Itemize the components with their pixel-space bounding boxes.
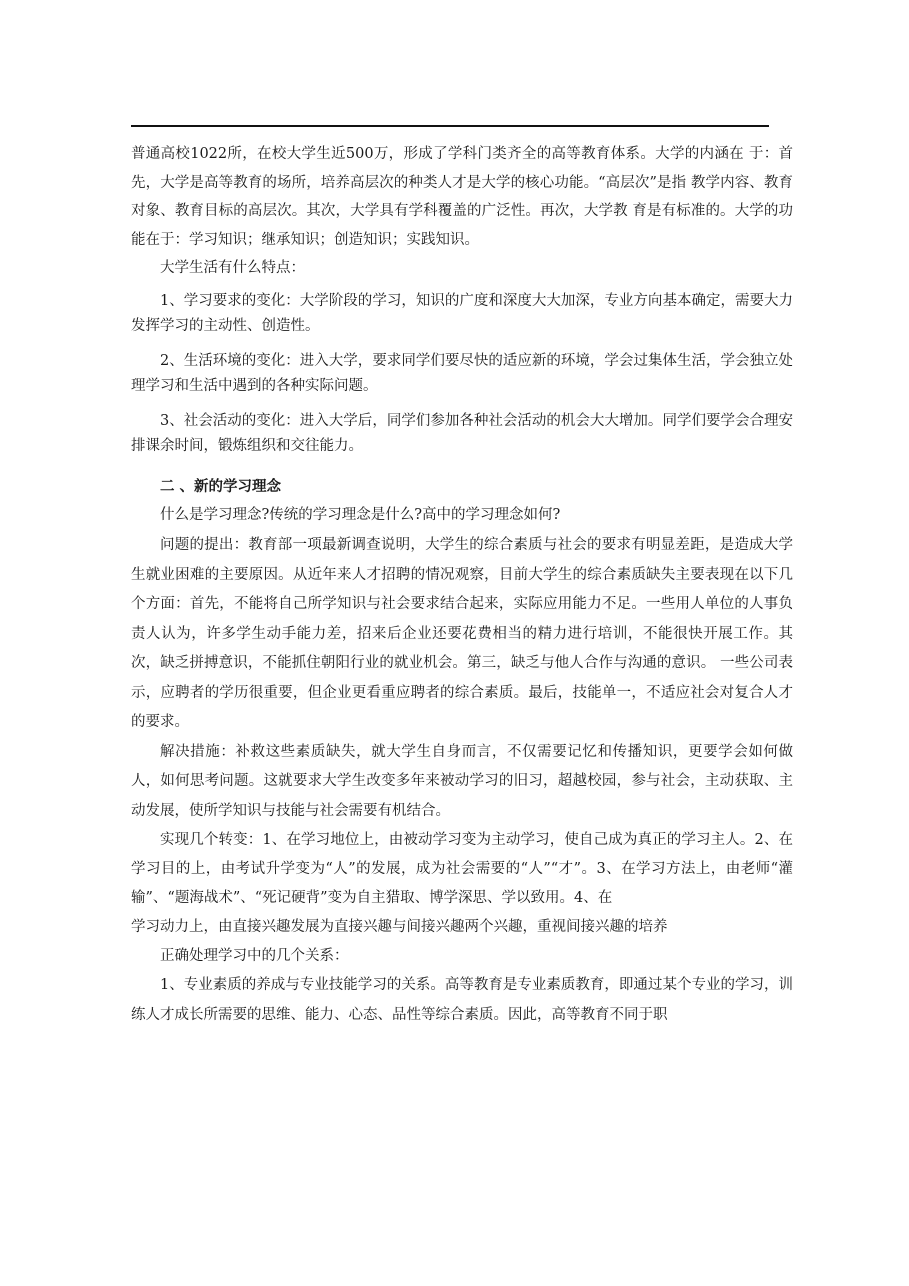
life-item-3: 3、社会活动的变化：进入大学后，同学们参加各种社会活动的机会大大增加。同学们要学会合理安排课余时间，锻炼组织和交往能力。 — [131, 412, 793, 454]
transform-paragraph: 实现几个转变：1、在学习地位上，由被动学习变为主动学习，使自己成为真正的学习主人。2、在学习目的上，由考试升学变为“人”的发展，成为社会需要的“人”“才”。3、在学习方法上，由老师“灌输”、“题海战术”、“死记硬背”变为自主猎取、博学深思、学以致用。4、在 — [131, 832, 793, 906]
relation-1-paragraph: 1、专业素质的养成与专业技能学习的关系。高等教育是专业素质教育，即通过某个专业的学习，训练人才成长所需要的思维、能力、心态、品性等综合素质。因此，高等教育不同于职 — [131, 977, 793, 1023]
life-item-2: 2、生活环境的变化：进入大学，要求同学们要尽快的适应新的环境，学会过集体生活，学会独立处理学习和生活中遇到的各种实际问题。 — [131, 352, 793, 394]
solution-paragraph: 解决措施：补救这些素质缺失，就大学生自身而言，不仅需要记忆和传播知识，更要学会如何做人，如何思考问题。这就要求大学生改变多年来被动学习的旧习，超越校园，参与社会，主动获取、主动发展，使所学知识与技能与社会需要有机结合。 — [131, 743, 793, 819]
document-body — [131, 140, 793, 1030]
section-question: 什么是学习理念?传统的学习理念是什么?高中的学习理念如何? — [160, 506, 561, 523]
header-rule — [131, 125, 769, 127]
transform-continued: 学习动力上，由直接兴趣发展为直接兴趣与间接兴趣两个兴趣，重视间接兴趣的培养 — [131, 919, 668, 935]
life-item-1: 1、学习要求的变化：大学阶段的学习，知识的广度和深度大大加深，专业方向基本确定，需要大力发挥学习的主动性、创造性。 — [131, 292, 793, 334]
section-heading: 二 、新的学习理念 — [160, 478, 282, 495]
relations-title: 正确处理学习中的几个关系： — [160, 948, 349, 964]
intro-paragraph: 普通高校1022所，在校大学生近500万，形成了学科门类齐全的高等教育体系。大学的内涵在 于：首先，大学是高等教育的场所，培养高层次的种类人才是大学的核心功能。“高层次”是指 教学内容、教育对象、教育目标的高层次。其次，大学具有学科覆盖的广泛性。再次，大学教 育是有标准的。大学的功能在于：学习知识；继承知识；创造知识；实践知识。 — [131, 146, 793, 248]
life-question: 大学生活有什么特点： — [160, 260, 305, 276]
problem-paragraph: 问题的提出：教育部一项最新调查说明，大学生的综合素质与社会的要求有明显差距，是造成大学生就业困难的主要原因。从近年来人才招聘的情况观察，目前大学生的综合素质缺失主要表现在以下几个方面：首先，不能将自己所学知识与社会要求结合起来，实际应用能力不足。一些用人单位的人事负责人认为，许多学生动手能力差，招来后企业还要花费相当的精力进行培训，不能很快开展工作。其次，缺乏拼搏意识，不能抓住朝阳行业的就业机会。第三，缺乏与他人合作与沟通的意识。 一些公司表示，应聘者的学历很重要，但企业更看重应聘者的综合素质。最后，技能单一，不适应社会对复合人才的要求。 — [131, 537, 793, 730]
